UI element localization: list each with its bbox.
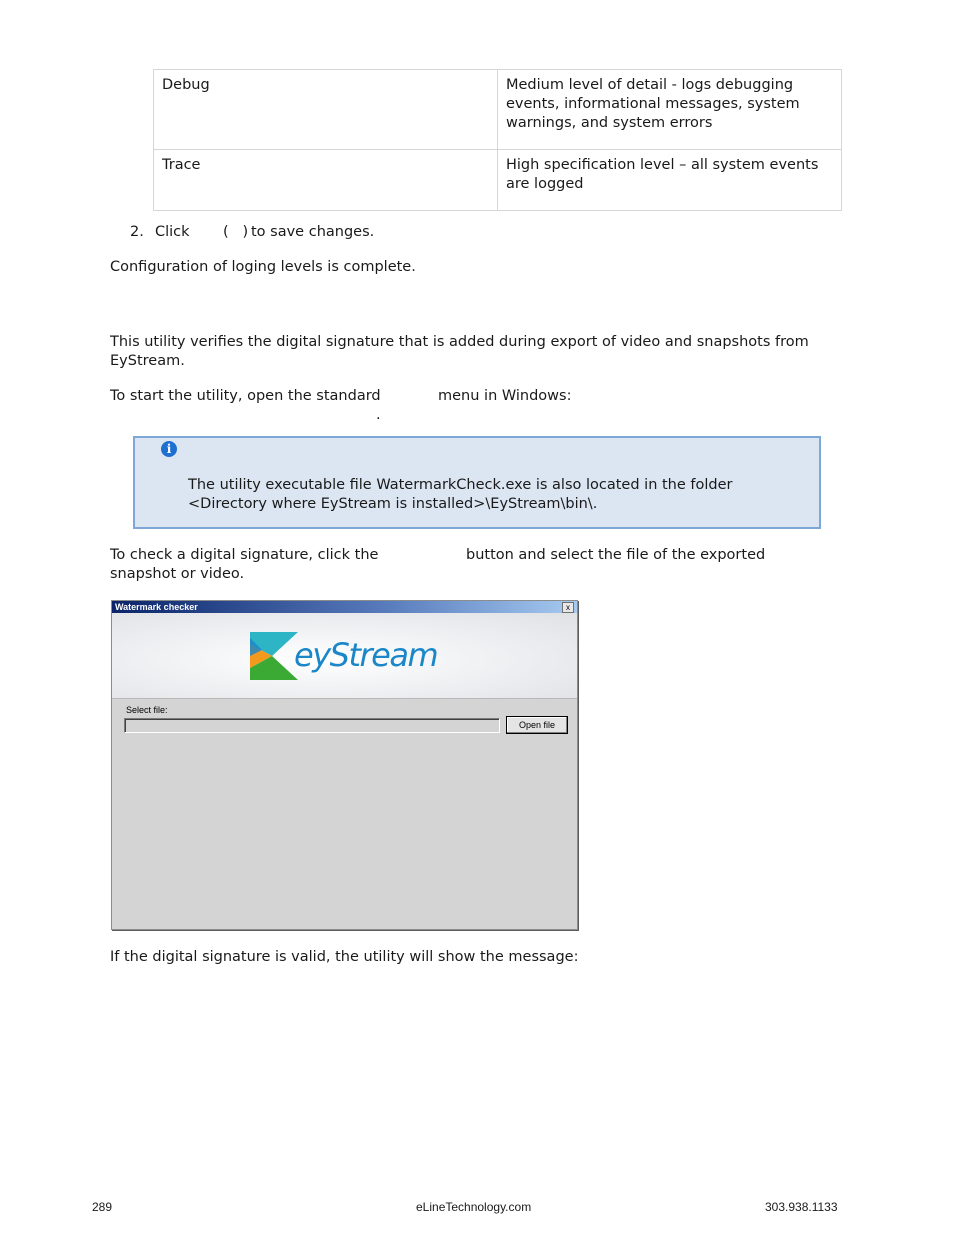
eystream-logo-icon: [250, 632, 298, 680]
footer-site: eLineTechnology.com: [416, 1200, 532, 1214]
check-signature-text: To check a digital signature, click the: [110, 547, 379, 563]
file-path-input[interactable]: [124, 718, 500, 733]
log-levels-table: [153, 69, 842, 211]
close-icon[interactable]: x: [562, 602, 574, 613]
utility-intro-text: This utility verifies the digital signature that is added during export of video and snapshots from EyStream.: [110, 334, 809, 369]
level-cell: Trace: [154, 150, 498, 211]
description-cell: High specification level – all system events are logged: [498, 150, 842, 211]
step-click-text: Click: [155, 224, 190, 240]
note-box: [133, 436, 821, 529]
valid-message-text: If the digital signature is valid, the utility will show the message:: [110, 949, 579, 965]
open-file-button[interactable]: Open file: [506, 716, 568, 734]
window-titlebar[interactable]: [112, 601, 577, 613]
footer-phone: 303.938.1133: [765, 1200, 838, 1214]
step-number: 2.: [130, 224, 144, 240]
step-rest-text: to save changes.: [251, 224, 375, 240]
level-cell: Debug: [154, 70, 498, 150]
note-text: [188, 476, 808, 514]
info-icon: i: [161, 441, 177, 457]
start-utility-text-after: menu in Windows:: [438, 388, 572, 404]
step-paren-text: ( ): [223, 224, 249, 240]
eystream-logo-text: eyStream: [294, 636, 438, 674]
check-signature-text-line2: snapshot or video.: [110, 566, 245, 582]
start-utility-dot: .: [376, 407, 381, 423]
logo-banner: [112, 613, 577, 699]
check-signature-text-after: button and select the file of the exported: [466, 547, 766, 563]
start-utility-text: To start the utility, open the standard: [110, 388, 381, 404]
table-row: [154, 70, 842, 150]
watermark-checker-window: [111, 600, 578, 930]
table-row: [154, 150, 842, 211]
footer-page-number: 289: [92, 1200, 113, 1214]
select-file-label: Select file:: [126, 705, 168, 715]
window-title: Watermark checker: [115, 602, 198, 612]
note-line: <Directory where EyStream is installed>\EyStream\bin\.: [188, 496, 598, 512]
note-line: The utility executable file WatermarkCheck.exe is also located in the folder: [188, 477, 733, 493]
config-complete-text: Configuration of loging levels is complete.: [110, 259, 416, 275]
description-cell: Medium level of detail - logs debugging events, informational messages, system warnings, and system errors: [498, 70, 842, 150]
